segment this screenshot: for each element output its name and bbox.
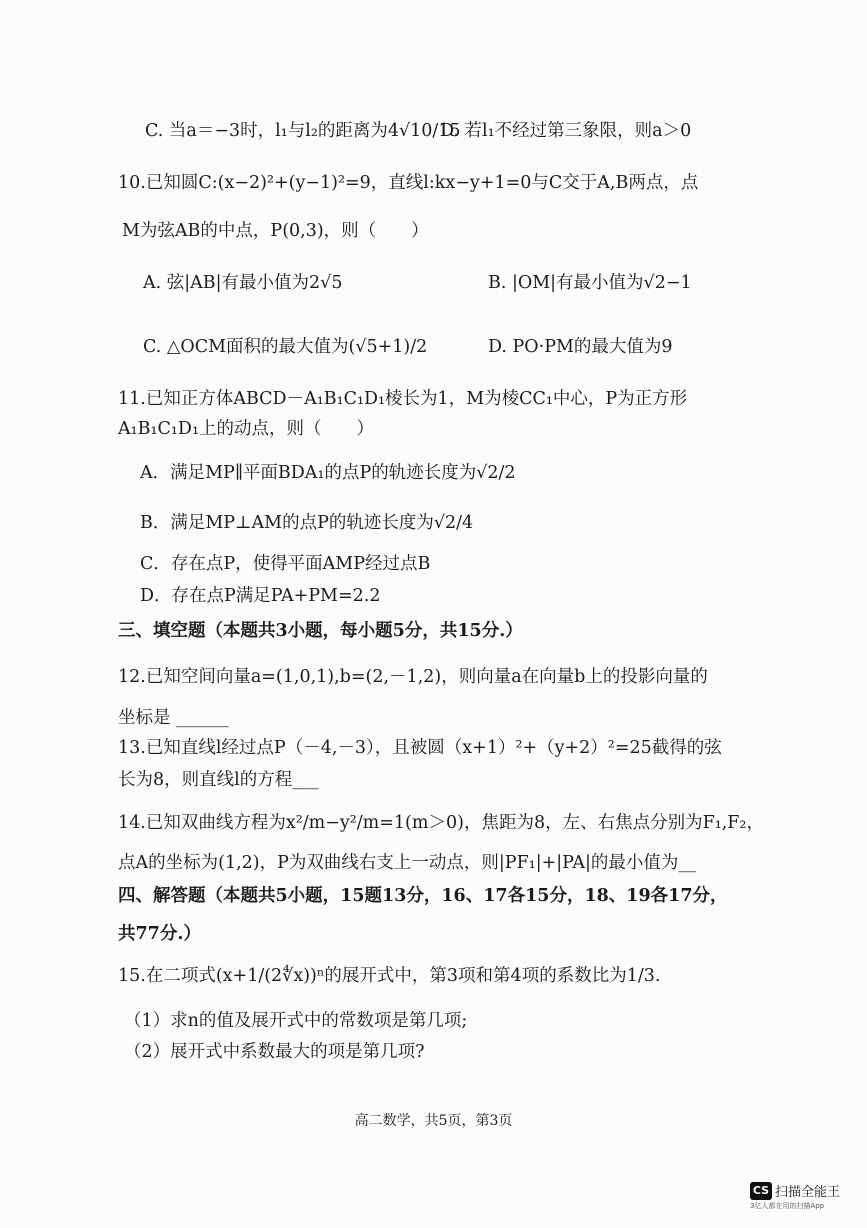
page-footer: 高二数学，共5页，第3页 [354,1113,513,1129]
q14-stem-cont: 点A的坐标为(1,2)，P为双曲线右支上一动点，则|PF₁|+|PA|的最小值为__ [118,853,696,873]
q9-option-d: D. 若l₁不经过第三象限，则a＞0 [440,121,692,141]
q15-part-1: （1）求n的值及展开式中的常数项是第几项; [124,1011,468,1031]
q9-option-c: C. 当a＝−3时，l₁与l₂的距离为4√10/15 [145,121,461,141]
q14-stem: 14.已知双曲线方程为x²/m−y²/m=1(m＞0)，焦距为8，左、右焦点分别为F₁,F₂， [118,813,764,833]
watermark-name: 扫描全能王 [775,1185,841,1200]
scanner-watermark [750,1180,840,1211]
q10-stem-cont: M为弦AB的中点，P(0,3)，则（ ） [122,221,429,241]
watermark-subtitle: 3亿人都在用的扫描App [750,1202,825,1210]
q11-option-d: D．存在点P满足PA+PM=2.2 [140,586,381,606]
q15-part-2: （2）展开式中系数最大的项是第几项? [124,1042,425,1062]
section-4-heading-cont: 共77分.） [118,924,201,944]
q10-option-c: C. △OCM面积的最大值为(√5+1)/2 [143,337,428,357]
q11-option-c: C．存在点P，使得平面AMP经过点B [140,554,431,574]
q12-stem: 12.已知空间向量a=(1,0,1),b=(2,－1,2)，则向量a在向量b上的投影向量的 [118,667,708,687]
q11-option-b: B．满足MP⊥AM的点P的轨迹长度为√2/4 [140,513,474,533]
q10-option-d: D. PO·PM的最大值为9 [488,337,673,357]
q11-option-a: A．满足MP∥平面BDA₁的点P的轨迹长度为√2/2 [140,463,516,483]
q13-stem-cont: 长为8，则直线l的方程___ [118,770,319,790]
q11-stem: 11.已知正方体ABCD－A₁B₁C₁D₁棱长为1，M为棱CC₁中心，P为正方形 [118,389,688,409]
q12-stem-cont: 坐标是 ______ [118,708,229,728]
q13-stem: 13.已知直线l经过点P（－4,－3），且被圆（x+1）²+（y+2）²=25截得的弦 [118,738,722,758]
q10-stem: 10.已知圆C:(x−2)²+(y−1)²=9，直线l:kx−y+1=0与C交于A,B两点，点 [118,173,699,193]
section-3-heading: 三、填空题（本题共3小题，每小题5分，共15分.） [118,621,523,641]
q10-option-b: B. |OM|有最小值为√2−1 [488,273,692,293]
camscanner-logo-icon: CS [750,1182,772,1200]
q10-option-a: A. 弦|AB|有最小值为2√5 [143,273,343,293]
q11-stem-cont: A₁B₁C₁D₁上的动点，则（ ） [118,419,374,439]
q15-stem: 15.在二项式(x+1/(2∜x))ⁿ的展开式中，第3项和第4项的系数比为1/3. [118,966,661,986]
section-4-heading: 四、解答题（本题共5小题，15题13分，16、17各15分，18、19各17分， [118,886,728,906]
